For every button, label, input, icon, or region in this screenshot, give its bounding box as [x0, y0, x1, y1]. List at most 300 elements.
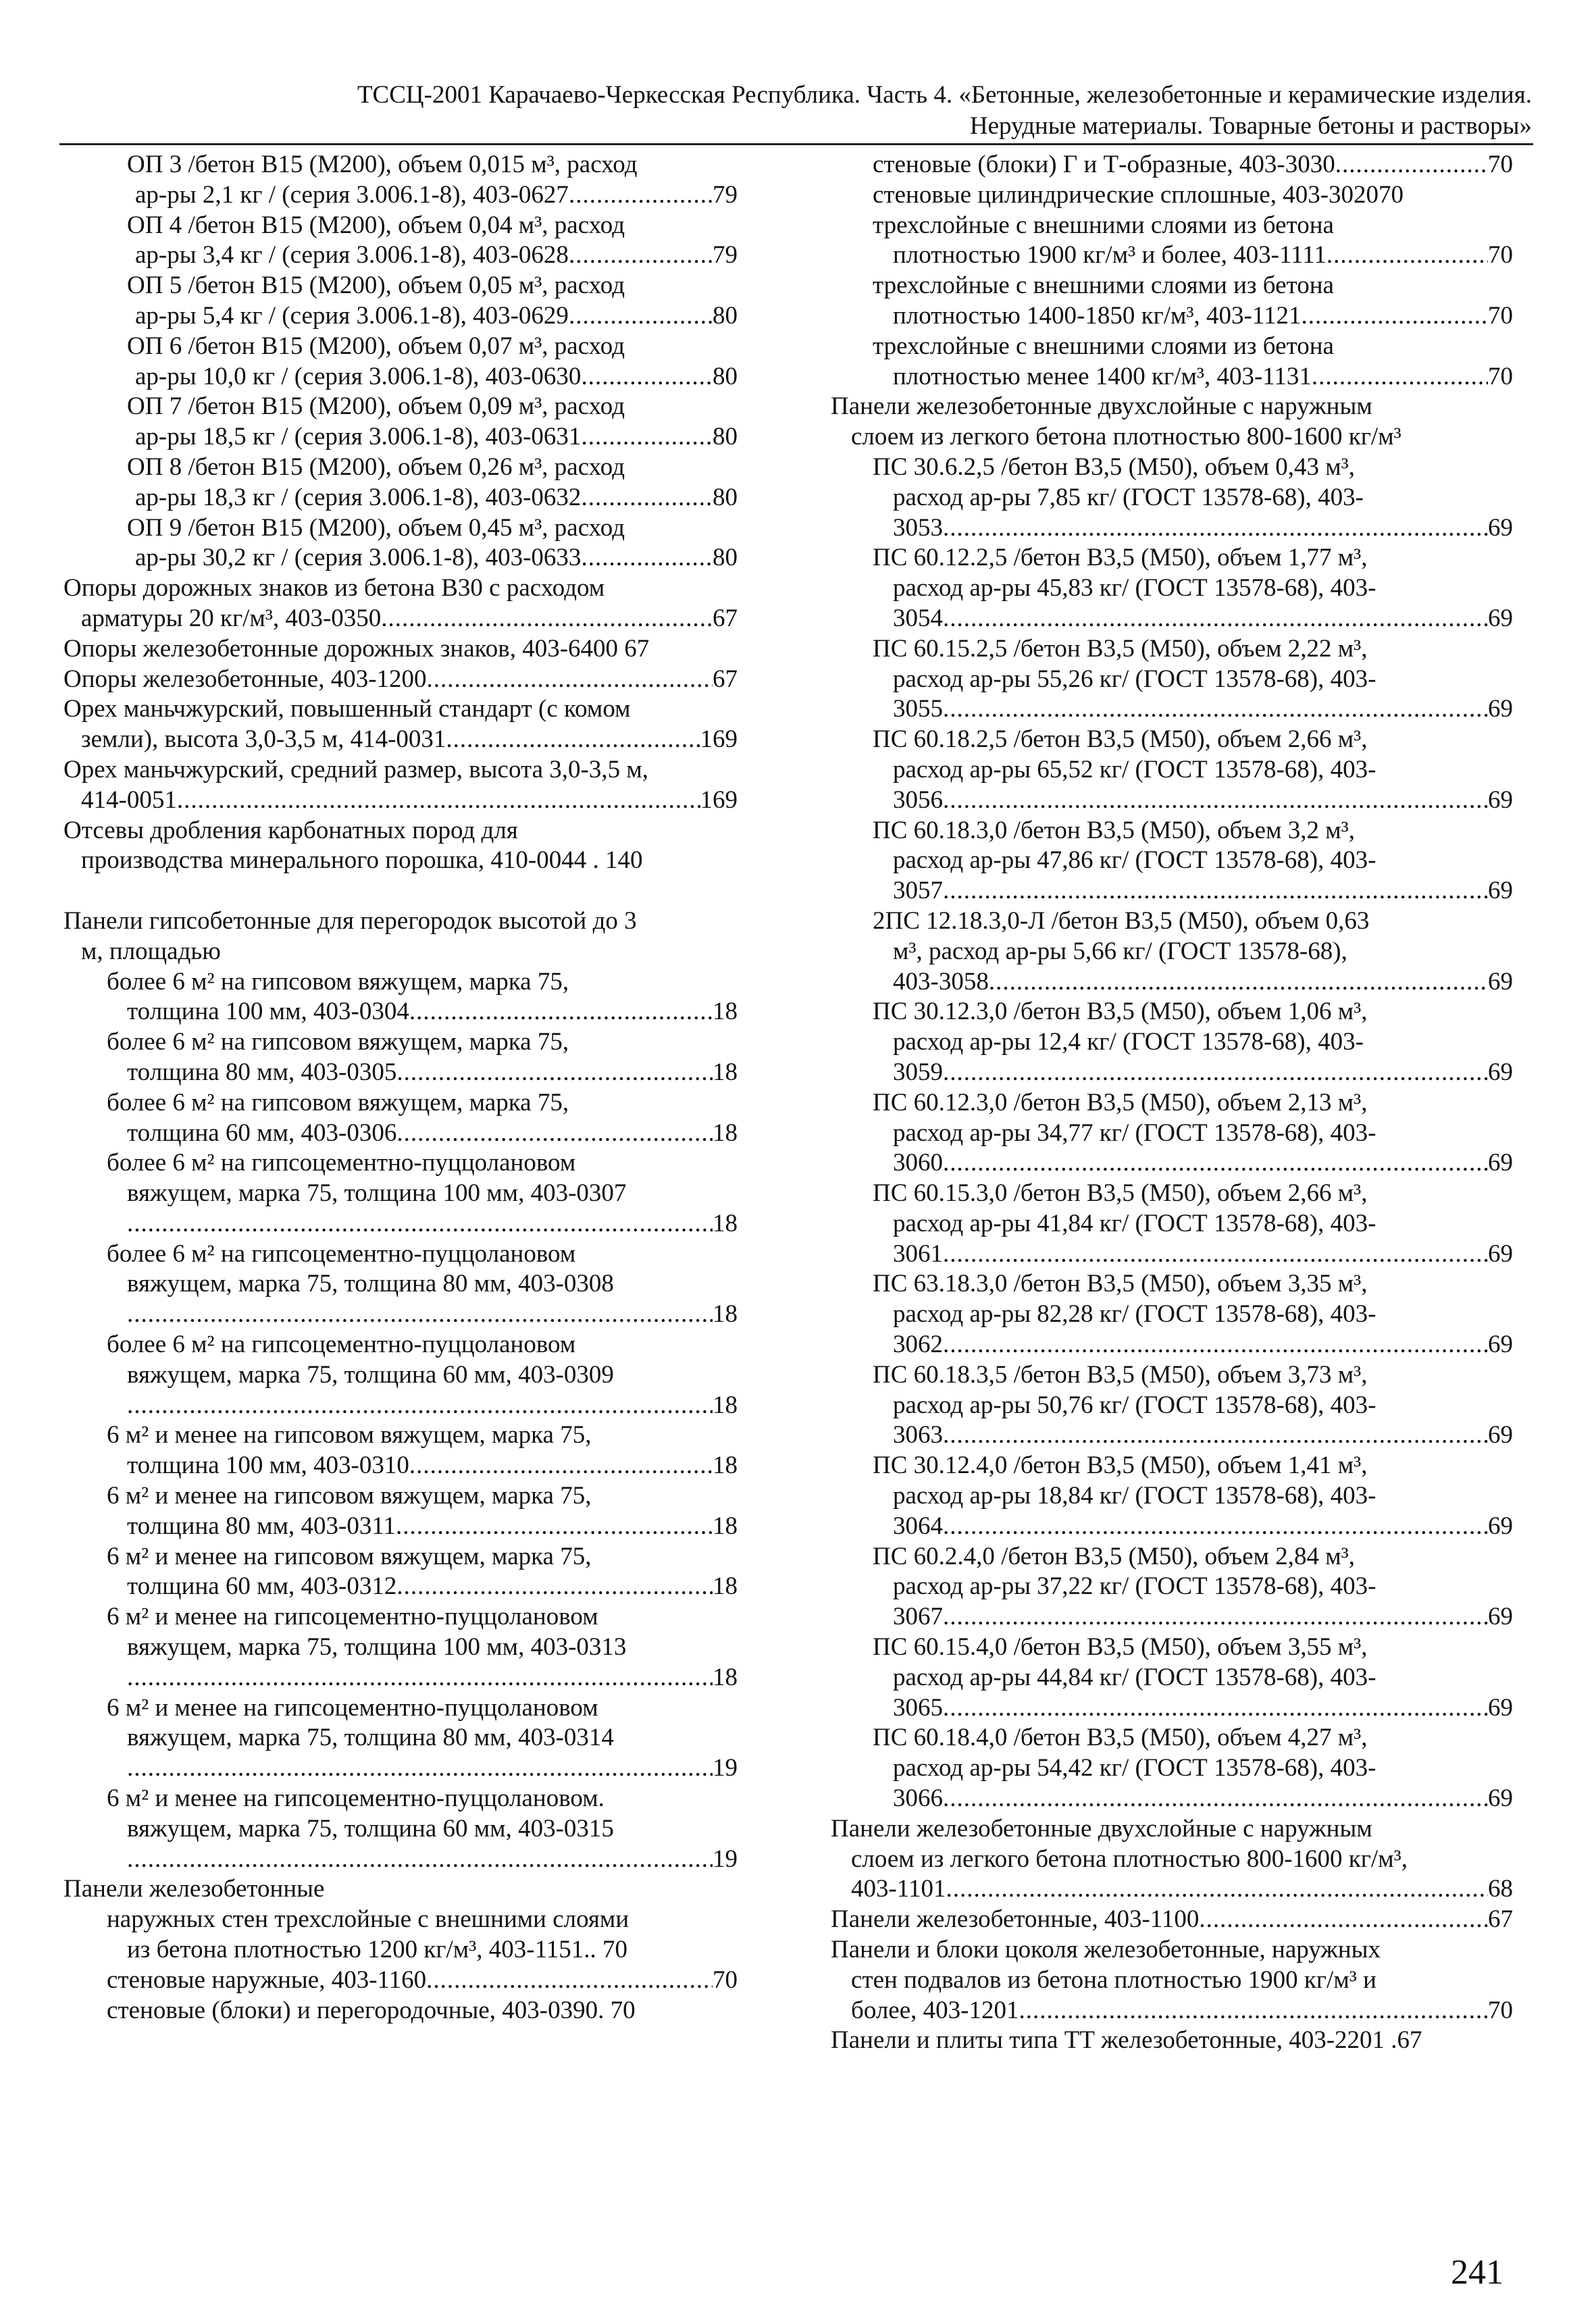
index-entry-line	[831, 1905, 1513, 1935]
entry-text: Опоры железобетонные, 403-1200	[63, 665, 427, 693]
index-entry-line: расход ар-ры 82,28 кг/ (ГОСТ 13578-68), 403-	[893, 1300, 1376, 1329]
index-entry-line: Орех маньчжурский, средний размер, высота 3,0-3,5 м,	[63, 755, 648, 783]
index-entry	[831, 211, 1513, 272]
index-entry-line: ОП 9 /бетон В15 (М200), объем 0,45 м³, расход	[127, 513, 625, 542]
index-entry	[63, 634, 738, 665]
entry-text: ар-ры 5,4 кг / (серия 3.006.1-8), 403-0629	[135, 301, 569, 330]
dot-leader	[127, 1300, 713, 1330]
index-entry-line	[831, 513, 1513, 544]
index-entry-line	[831, 1148, 1513, 1179]
dot-leader	[946, 1874, 1488, 1905]
index-entry-line	[831, 1602, 1513, 1632]
entry-text: плотностью менее 1400 кг/м³, 403-1131	[893, 362, 1312, 390]
dot-leader	[127, 1391, 713, 1421]
dot-leader	[943, 1239, 1488, 1270]
index-entry-line: производства минерального порошка, 410-0044 . 140	[81, 846, 643, 875]
index-entry-line	[831, 967, 1513, 998]
entry-page-number: 69	[1488, 604, 1513, 632]
index-entry-line: ПС 60.12.3,0 /бетон В3,5 (М50), объем 2,13 м³,	[873, 1088, 1368, 1116]
index-entry	[63, 816, 738, 877]
index-entry-line: 2ПС 12.18.3,0-Л /бетон В3,5 (М50), объем 0,63	[873, 906, 1370, 935]
index-entry-line: наружных стен трехслойные с внешними слоями	[107, 1905, 629, 1934]
index-entry-line	[831, 240, 1513, 271]
entry-page-number: 79	[713, 241, 738, 269]
index-entry-line	[63, 1512, 738, 1542]
dot-leader	[943, 694, 1488, 725]
entry-page-number: 69	[1488, 1149, 1513, 1177]
index-entry-line: более 6 м² на гипсоцементно-пуццолановом	[107, 1331, 576, 1359]
index-entry	[63, 1996, 738, 2026]
index-entry	[63, 1965, 738, 1996]
index-entry-line: Отсевы дробления карбонатных пород для	[63, 816, 518, 844]
entry-page-number: 68	[1488, 1875, 1513, 1903]
dot-leader	[409, 1451, 713, 1481]
entry-text: более, 403-1201	[851, 1996, 1019, 2024]
entry-page-number: 70	[1488, 1996, 1513, 2024]
index-entry-line: 6 м² и менее на гипсоцементно-пуццолановом	[107, 1693, 598, 1722]
index-entry	[63, 1148, 738, 1239]
index-entry	[831, 332, 1513, 392]
index-entry-line: 6 м² и менее на гипсоцементно-пуццолановом	[107, 1603, 598, 1631]
entry-text: 3057	[893, 877, 943, 905]
entry-page-number: 70	[1488, 301, 1513, 330]
entry-page-number: 18	[713, 1512, 738, 1540]
index-entry-line	[63, 1300, 738, 1330]
header-rule	[59, 143, 1533, 145]
index-entry-line	[831, 150, 1513, 180]
index-entry-line	[831, 1330, 1513, 1360]
index-entry-line	[831, 1058, 1513, 1088]
dot-leader	[127, 1663, 713, 1693]
index-entry	[831, 1179, 1513, 1269]
index-entry-line	[63, 1965, 738, 1996]
entry-page-number: 18	[713, 1572, 738, 1601]
index-entry-line: более 6 м² на гипсоцементно-пуццолановом	[107, 1239, 576, 1268]
index-entry-line: Орех маньчжурский, повышенный стандарт (с комом	[63, 695, 631, 723]
entry-text: стеновые (блоки) Г и Т-образные, 403-3030	[873, 151, 1335, 178]
dot-leader	[396, 1119, 713, 1149]
entry-text: 403-3058	[893, 967, 989, 996]
entry-text: ар-ры 2,1 кг / (серия 3.006.1-8), 403-0627	[135, 180, 569, 209]
index-entry	[63, 1874, 738, 1905]
index-entry-line: расход ар-ры 12,4 кг/ (ГОСТ 13578-68), 403-	[893, 1028, 1364, 1056]
entry-text: 3054	[893, 604, 943, 632]
entry-page-number: 70	[1488, 362, 1513, 390]
entry-text: толщина 60 мм, 403-0312	[127, 1572, 397, 1601]
index-entry-line: более 6 м² на гипсовом вяжущем, марка 75,	[107, 1088, 569, 1116]
entry-page-number: 80	[713, 362, 738, 390]
index-entry-line	[63, 786, 738, 816]
dot-leader	[446, 725, 700, 755]
page-number: 241	[1451, 2253, 1503, 2292]
dot-leader	[943, 1058, 1488, 1088]
dot-leader	[381, 604, 713, 634]
index-entry-line: более 6 м² на гипсоцементно-пуццолановом	[107, 1149, 576, 1177]
index-entry-line: расход ар-ры 37,22 кг/ (ГОСТ 13578-68), 403-	[893, 1572, 1376, 1601]
index-entry-line	[63, 1663, 738, 1693]
index-entry-line: трехслойные с внешними слоями из бетона	[873, 272, 1334, 300]
index-entry-line: расход ар-ры 41,84 кг/ (ГОСТ 13578-68), 403-	[893, 1209, 1376, 1237]
dot-leader	[1327, 240, 1488, 271]
entry-page-number: 67	[1488, 1905, 1513, 1934]
entry-page-number: 18	[713, 1119, 738, 1147]
index-entry	[63, 967, 738, 1028]
dot-leader	[581, 543, 713, 573]
index-entry-line	[831, 876, 1513, 906]
entry-page-number: 169	[700, 786, 738, 814]
index-entry-line: 6 м² и менее на гипсовом вяжущем, марка 75,	[107, 1421, 592, 1449]
index-entry	[831, 1723, 1513, 1814]
entry-page-number: 69	[1488, 786, 1513, 814]
entry-page-number: 69	[1488, 1331, 1513, 1359]
entry-text: 3056	[893, 786, 943, 814]
entry-text: 3060	[893, 1149, 943, 1177]
index-entry	[831, 1360, 1513, 1451]
index-column-right	[831, 150, 1513, 2056]
index-entry-line	[63, 180, 738, 211]
index-entry-line: расход ар-ры 50,76 кг/ (ГОСТ 13578-68), 403-	[893, 1391, 1376, 1419]
entry-text: толщина 60 мм, 403-0306	[127, 1119, 397, 1147]
index-entry-line	[831, 1512, 1513, 1542]
index-entry-line: ПС 60.15.4,0 /бетон В3,5 (М50), объем 3,55 м³,	[873, 1633, 1368, 1662]
dot-leader	[569, 301, 713, 332]
index-entry	[63, 1330, 738, 1420]
entry-page-number: 79	[713, 180, 738, 209]
entry-text: плотностью 1900 кг/м³ и более, 403-1111	[893, 241, 1327, 269]
dot-leader	[943, 786, 1488, 816]
dot-leader	[569, 180, 713, 211]
entry-page-number: 19	[713, 1845, 738, 1873]
index-entry-line	[63, 725, 738, 755]
entry-page-number: 80	[713, 544, 738, 572]
entry-text: стеновые наружные, 403-1160	[107, 1965, 427, 1994]
dot-leader	[1312, 362, 1488, 392]
entry-text: плотностью 1400-1850 кг/м³, 403-1121	[893, 301, 1302, 330]
index-entry	[63, 573, 738, 634]
index-entry-line	[63, 604, 738, 634]
index-entry-line: вяжущем, марка 75, толщина 80 мм, 403-0314	[127, 1724, 614, 1752]
index-entry	[63, 1239, 738, 1330]
dot-leader	[943, 876, 1488, 906]
index-column-left	[63, 150, 738, 2026]
header-line-1: ТССЦ-2001 Карачаево-Черкесская Республика. Часть 4. «Бетонные, железобетонные и керамические изделия.	[357, 81, 1532, 109]
index-entry-line: Панели и плиты типа ТТ железобетонные, 403-2201 .67	[831, 2026, 1422, 2055]
index-entry	[831, 150, 1513, 180]
entry-text: толщина 80 мм, 403-0311	[127, 1512, 396, 1540]
entry-text: ар-ры 10,0 кг / (серия 3.006.1-8), 403-0630	[135, 362, 582, 390]
index-entry-line: более 6 м² на гипсовом вяжущем, марка 75,	[107, 967, 569, 996]
index-entry	[63, 392, 738, 453]
index-entry-line: ОП 4 /бетон В15 (М200), объем 0,04 м³, расход	[127, 211, 625, 239]
index-entry-line	[63, 483, 738, 513]
index-entry-line	[63, 301, 738, 332]
index-entry-line: более 6 м² на гипсовом вяжущем, марка 75,	[107, 1028, 569, 1056]
index-entry	[831, 543, 1513, 634]
index-entry-line	[63, 1209, 738, 1239]
dot-leader	[943, 1693, 1488, 1724]
index-entry-line: вяжущем, марка 75, толщина 100 мм, 403-0307	[127, 1179, 627, 1208]
dot-leader	[426, 1965, 713, 1996]
entry-text: ар-ры 30,2 кг / (серия 3.006.1-8), 403-0633	[135, 544, 582, 572]
entry-text: толщина 80 мм, 403-0305	[127, 1058, 397, 1086]
index-entry-line: м³, расход ар-ры 5,66 кг/ (ГОСТ 13578-68),	[893, 937, 1347, 965]
index-entry-line	[63, 1058, 738, 1088]
entry-page-number: 80	[713, 301, 738, 330]
index-entry-line: Панели железобетонные двухслойные с наружным	[831, 1814, 1372, 1843]
spacer	[63, 876, 738, 906]
entry-text: 3055	[893, 695, 943, 723]
entry-page-number: 67	[713, 604, 738, 632]
index-entry	[63, 453, 738, 513]
index-entry-line	[63, 543, 738, 573]
index-entry-line	[63, 1391, 738, 1421]
index-entry-line	[63, 665, 738, 695]
index-entry-line: 6 м² и менее на гипсовом вяжущем, марка 75,	[107, 1542, 592, 1570]
entry-text: 3066	[893, 1784, 943, 1813]
dot-leader	[943, 1330, 1488, 1360]
index-entry-line: 6 м² и менее на гипсовом вяжущем, марка 75,	[107, 1482, 592, 1510]
index-entry-line: ПС 30.12.3,0 /бетон В3,5 (М50), объем 1,06 м³,	[873, 998, 1368, 1026]
index-entry-line: расход ар-ры 54,42 кг/ (ГОСТ 13578-68), 403-	[893, 1754, 1376, 1782]
index-entry	[63, 755, 738, 816]
index-entry	[63, 1027, 738, 1088]
index-entry	[831, 1269, 1513, 1360]
entry-page-number: 69	[1488, 695, 1513, 723]
entry-page-number: 70	[1488, 241, 1513, 269]
index-entry-line	[831, 1874, 1513, 1905]
index-entry-line: расход ар-ры 7,85 кг/ (ГОСТ 13578-68), 403-	[893, 483, 1364, 511]
entry-text: 3064	[893, 1512, 943, 1540]
index-entry-line: ОП 6 /бетон В15 (М200), объем 0,07 м³, расход	[127, 332, 625, 360]
entry-page-number: 19	[713, 1754, 738, 1782]
index-entry	[63, 1905, 738, 1965]
index-entry	[831, 997, 1513, 1087]
index-entry	[63, 1542, 738, 1603]
index-entry-line: трехслойные с внешними слоями из бетона	[873, 211, 1334, 239]
index-entry-line: ПС 60.15.2,5 /бетон В3,5 (М50), объем 2,22 м³,	[873, 634, 1368, 663]
dot-leader	[396, 1572, 713, 1602]
index-entry	[63, 150, 738, 211]
entry-text: 3061	[893, 1239, 943, 1268]
index-entry	[63, 1602, 738, 1693]
index-entry-line	[63, 240, 738, 271]
entry-text: 3059	[893, 1058, 943, 1086]
index-entry-line: Панели гипсобетонные для перегородок высотой до 3	[63, 906, 637, 935]
index-entry-line	[831, 362, 1513, 392]
dot-leader	[127, 1753, 713, 1784]
dot-leader	[1301, 301, 1488, 332]
index-entry-line: расход ар-ры 47,86 кг/ (ГОСТ 13578-68), 403-	[893, 846, 1376, 875]
index-entry	[831, 725, 1513, 815]
dot-leader	[1199, 1905, 1488, 1935]
index-entry-line: Опоры железобетонные дорожных знаков, 403-6400 67	[63, 634, 650, 663]
entry-page-number: 18	[713, 998, 738, 1026]
index-entry-line	[831, 1784, 1513, 1814]
dot-leader	[943, 513, 1488, 544]
index-entry	[831, 1905, 1513, 1935]
index-entry-line: слоем из легкого бетона плотностью 800-1600 кг/м³	[851, 423, 1401, 451]
entry-text: ар-ры 18,5 кг / (серия 3.006.1-8), 403-0631	[135, 423, 582, 451]
index-entry-line: расход ар-ры 45,83 кг/ (ГОСТ 13578-68), 403-	[893, 574, 1376, 602]
entry-page-number: 70	[713, 1965, 738, 1994]
index-entry-line: расход ар-ры 65,52 кг/ (ГОСТ 13578-68), 403-	[893, 755, 1376, 783]
dot-leader	[581, 362, 713, 392]
index-entry-line: ПС 30.6.2,5 /бетон В3,5 (М50), объем 0,43 м³,	[873, 453, 1356, 481]
entry-text: Панели железобетонные, 403-1100	[831, 1905, 1200, 1934]
entry-page-number: 69	[1488, 967, 1513, 996]
index-entry-line: Панели и блоки цоколя железобетонные, наружных	[831, 1936, 1381, 1964]
index-entry-line: ОП 5 /бетон В15 (М200), объем 0,05 м³, расход	[127, 272, 625, 300]
index-entry	[63, 1481, 738, 1542]
index-entry-line: стеновые цилиндрические сплошные, 403-302070	[873, 180, 1404, 209]
dot-leader	[396, 1512, 713, 1542]
entry-page-number: 18	[713, 1209, 738, 1237]
index-entry	[63, 694, 738, 755]
dot-leader	[943, 1420, 1488, 1451]
index-entry	[63, 211, 738, 272]
index-entry-line: ОП 3 /бетон В15 (М200), объем 0,015 м³, расход	[127, 151, 638, 178]
entry-text: 414-0051	[81, 786, 177, 814]
index-entry	[831, 816, 1513, 906]
entry-page-number: 18	[713, 1451, 738, 1480]
index-entry-line: ОП 8 /бетон В15 (М200), объем 0,26 м³, расход	[127, 453, 625, 481]
entry-page-number: 70	[1488, 151, 1513, 178]
dot-leader	[943, 1602, 1488, 1632]
index-entry-line: ПС 60.18.2,5 /бетон В3,5 (М50), объем 2,66 м³,	[873, 725, 1368, 754]
entry-page-number: 67	[713, 665, 738, 693]
dot-leader	[943, 604, 1488, 634]
index-entry-line: ПС 60.2.4,0 /бетон В3,5 (М50), объем 2,84 м³,	[873, 1542, 1356, 1570]
index-entry-line	[63, 1753, 738, 1784]
index-entry-line: Опоры дорожных знаков из бетона В30 с расходом	[63, 574, 605, 602]
index-entry	[831, 1632, 1513, 1723]
index-entry-line: Панели железобетонные двухслойные с наружным	[831, 392, 1372, 421]
dot-leader	[127, 1845, 713, 1875]
page-header	[0, 80, 1532, 142]
index-entry-line	[831, 301, 1513, 332]
index-entry-line: ПС 60.18.3,0 /бетон В3,5 (М50), объем 3,2 м³,	[873, 816, 1356, 844]
index-entry-line: расход ар-ры 18,84 кг/ (ГОСТ 13578-68), 403-	[893, 1482, 1376, 1510]
index-entry	[831, 634, 1513, 725]
dot-leader	[989, 967, 1488, 998]
entry-text: 403-1101	[851, 1875, 946, 1903]
header-line-2: Нерудные материалы. Товарные бетоны и растворы»	[969, 112, 1532, 140]
entry-text: 3063	[893, 1421, 943, 1449]
entry-text: арматуры 20 кг/м³, 403-0350	[81, 604, 382, 632]
index-entry-line	[63, 362, 738, 392]
entry-page-number: 69	[1488, 1784, 1513, 1813]
index-entry	[831, 271, 1513, 332]
index-entry	[63, 665, 738, 695]
index-entry	[63, 1693, 738, 1784]
entry-page-number: 69	[1488, 877, 1513, 905]
dot-leader	[1335, 150, 1488, 180]
index-entry	[831, 1088, 1513, 1179]
dot-leader	[581, 483, 713, 513]
index-entry-line: ПС 60.15.3,0 /бетон В3,5 (М50), объем 2,66 м³,	[873, 1179, 1368, 1208]
dot-leader	[581, 422, 713, 453]
entry-page-number: 69	[1488, 1421, 1513, 1449]
entry-page-number: 69	[1488, 1058, 1513, 1086]
entry-page-number: 69	[1488, 1239, 1513, 1268]
entry-text: земли), высота 3,0-3,5 м, 414-0031	[81, 725, 446, 754]
index-entry-line: расход ар-ры 55,26 кг/ (ГОСТ 13578-68), 403-	[893, 665, 1376, 693]
entry-text: толщина 100 мм, 403-0304	[127, 998, 409, 1026]
entry-page-number: 69	[1488, 1603, 1513, 1631]
entry-page-number: 69	[1488, 1693, 1513, 1722]
index-entry	[63, 906, 738, 967]
entry-text: 3067	[893, 1603, 943, 1631]
index-entry-line: ОП 7 /бетон В15 (М200), объем 0,09 м³, расход	[127, 392, 625, 421]
index-entry	[831, 453, 1513, 543]
index-entry-line: стеновые (блоки) и перегородочные, 403-0390. 70	[107, 1996, 636, 2024]
index-entry-line: вяжущем, марка 75, толщина 100 мм, 403-0313	[127, 1633, 627, 1662]
index-entry-line: трехслойные с внешними слоями из бетона	[873, 332, 1334, 360]
index-entry-line: м, площадью	[81, 937, 221, 965]
index-entry-line: 6 м² и менее на гипсоцементно-пуццолановом.	[107, 1784, 604, 1813]
entry-page-number: 18	[713, 1300, 738, 1329]
index-entry	[63, 1420, 738, 1481]
index-entry	[831, 392, 1513, 453]
dot-leader	[127, 1209, 713, 1239]
dot-leader	[943, 1148, 1488, 1179]
dot-leader	[409, 997, 713, 1027]
entry-page-number: 18	[713, 1663, 738, 1691]
index-entry-line: из бетона плотностью 1200 кг/м³, 403-1151.. 70	[127, 1936, 627, 1964]
entry-text: 3065	[893, 1693, 943, 1722]
index-entry-line: ПС 60.18.4,0 /бетон В3,5 (М50), объем 4,27 м³,	[873, 1724, 1368, 1752]
index-entry-line: вяжущем, марка 75, толщина 80 мм, 403-0308	[127, 1270, 614, 1298]
index-entry-line	[831, 1996, 1513, 2026]
index-entry-line: Панели железобетонные	[63, 1875, 325, 1903]
dot-leader	[427, 665, 713, 695]
entry-page-number: 18	[713, 1391, 738, 1419]
index-entry-line	[831, 604, 1513, 634]
entry-page-number: 18	[713, 1058, 738, 1086]
entry-text: ар-ры 18,3 кг / (серия 3.006.1-8), 403-0632	[135, 483, 582, 511]
index-entry-line: вяжущем, марка 75, толщина 60 мм, 403-0309	[127, 1360, 614, 1389]
index-entry-line	[63, 1451, 738, 1481]
dot-leader	[943, 1512, 1488, 1542]
index-entry-line: расход ар-ры 34,77 кг/ (ГОСТ 13578-68), 403-	[893, 1119, 1376, 1147]
index-entry	[63, 1784, 738, 1874]
entry-page-number: 80	[713, 483, 738, 511]
entry-page-number: 69	[1488, 1512, 1513, 1540]
index-entry	[831, 1542, 1513, 1632]
entry-text: толщина 100 мм, 403-0310	[127, 1451, 409, 1480]
index-entry-line: слоем из легкого бетона плотностью 800-1600 кг/м³,	[851, 1845, 1408, 1873]
index-entry-line	[831, 694, 1513, 725]
index-entry	[831, 2026, 1513, 2056]
entry-text: ар-ры 3,4 кг / (серия 3.006.1-8), 403-0628	[135, 241, 569, 269]
index-entry	[831, 906, 1513, 997]
index-entry-line	[63, 1119, 738, 1149]
dot-leader	[1019, 1996, 1488, 2026]
index-entry-line: стен подвалов из бетона плотностью 1900 кг/м³ и	[851, 1965, 1376, 1994]
index-entry-line: расход ар-ры 44,84 кг/ (ГОСТ 13578-68), 403-	[893, 1663, 1376, 1691]
index-entry-line	[831, 1239, 1513, 1270]
index-entry	[63, 513, 738, 574]
entry-page-number: 80	[713, 423, 738, 451]
index-entry-line: ПС 30.12.4,0 /бетон В3,5 (М50), объем 1,41 м³,	[873, 1451, 1368, 1480]
entry-text: 3062	[893, 1331, 943, 1359]
index-entry-line: вяжущем, марка 75, толщина 60 мм, 403-0315	[127, 1814, 614, 1843]
index-entry-line	[63, 1845, 738, 1875]
index-entry-line: ПС 60.12.2,5 /бетон В3,5 (М50), объем 1,77 м³,	[873, 544, 1368, 572]
entry-page-number: 169	[700, 725, 738, 754]
index-entry-line	[831, 1420, 1513, 1451]
index-entry	[831, 180, 1513, 211]
